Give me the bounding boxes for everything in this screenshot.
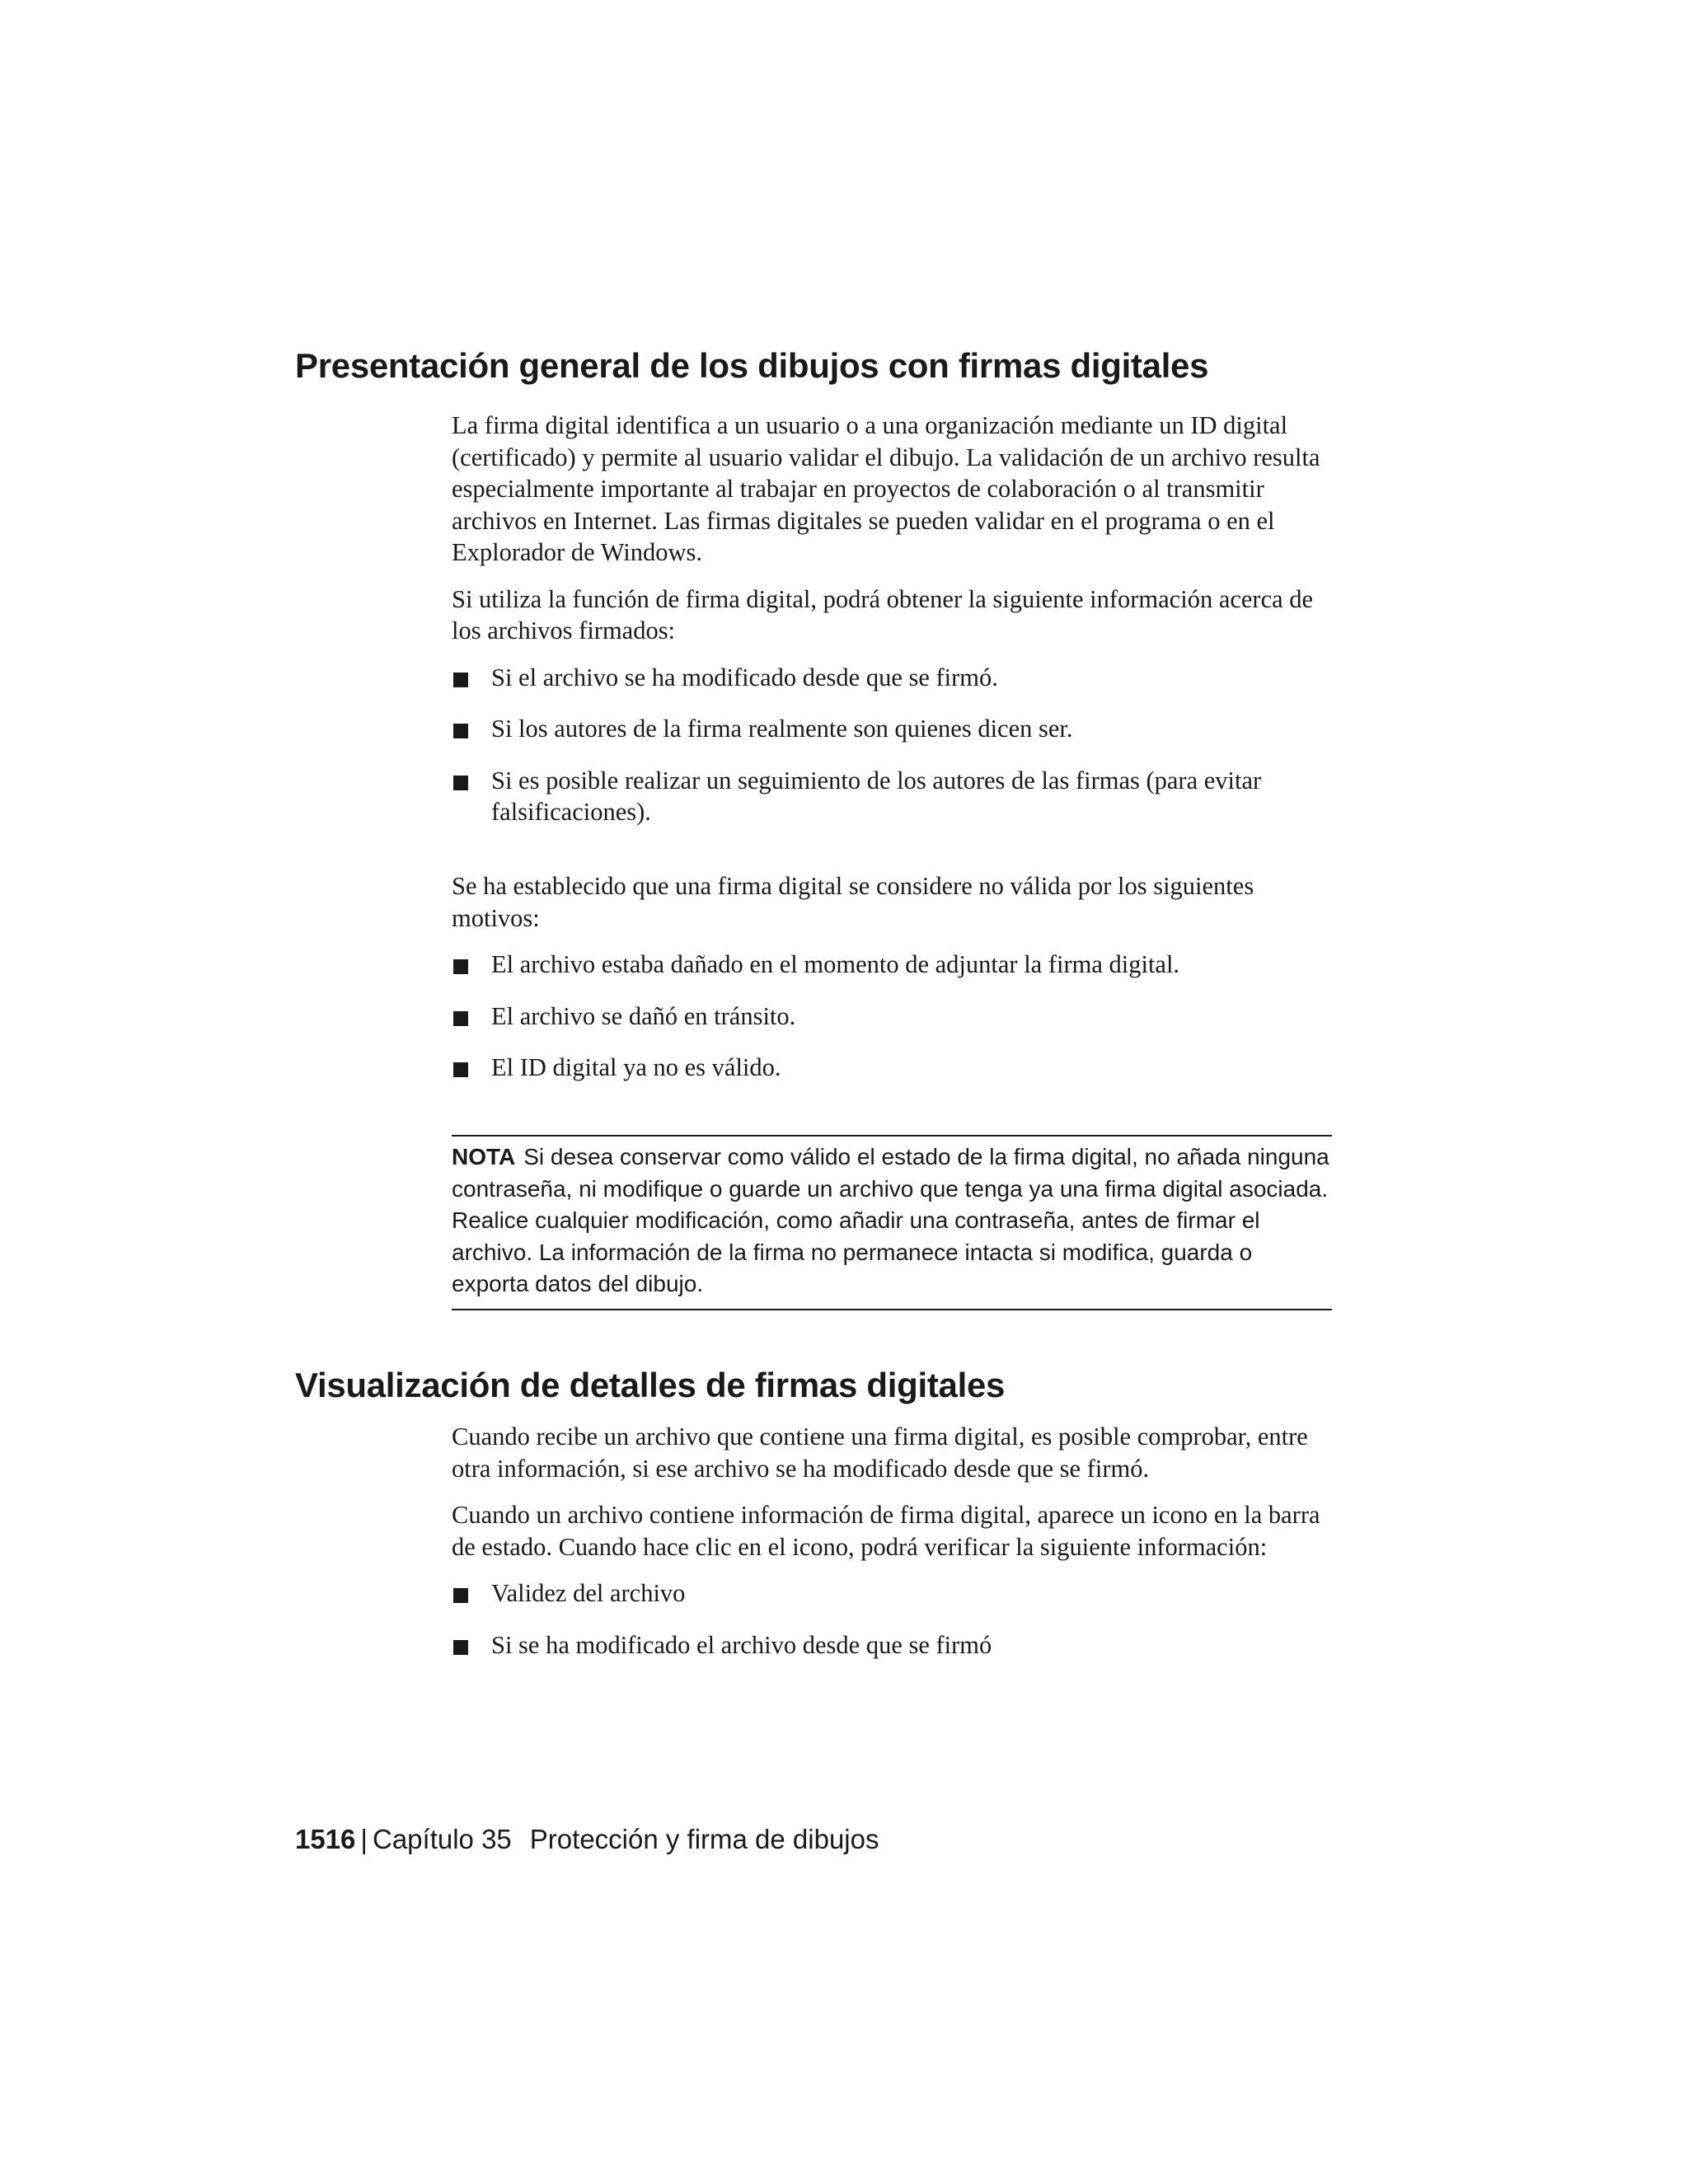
list-item: Si los autores de la firma realmente son quienes dicen ser. [452,713,1332,745]
footer-topic: Protección y firma de dibujos [529,1824,879,1854]
invalid-reasons-body [452,870,1332,1104]
bullet-square-icon [453,1062,468,1077]
note-box [452,1135,1332,1310]
info-bullet-list [452,662,1332,828]
list-item: Si se ha modificado el archivo desde que se firmó [452,1629,1332,1661]
invalid-bullet-list [452,949,1332,1084]
footer-separator: | [360,1824,368,1854]
bullet-square-icon [453,1640,468,1655]
overview-intro-paragraph: La firma digital identifica a un usuario o a una organización mediante un ID digital (certificado) y permite al usuario validar el dibujo. La validación de un archivo resulta especialmente importante al trabajar en proyectos de colaboración o al transmitir archivos en Internet. Las firmas digitales se pueden validar en el programa o en el Explorador de Windows. [452,411,1320,566]
details-bullet-list [452,1577,1332,1661]
section-heading-overview: Presentación general de los dibujos con firmas digitales [295,346,1209,385]
footer-chapter: Capítulo 35 [373,1824,512,1854]
bullet-square-icon [453,1588,468,1603]
invalid-lead-paragraph: Se ha establecido que una firma digital se considere no válida por los siguientes motivos: [452,872,1254,932]
section-overview-body [452,410,1332,848]
bullet-square-icon [453,776,468,790]
details-paragraph-1: Cuando recibe un archivo que contiene una firma digital, es posible comprobar, entre otra información, si ese archivo se ha modificado desde que se firmó. [452,1422,1308,1483]
list-item: El archivo estaba dañado en el momento de adjuntar la firma digital. [452,949,1332,981]
list-item: Si el archivo se ha modificado desde que se firmó. [452,662,1332,694]
bullet-square-icon [453,673,468,687]
list-item: El archivo se dañó en tránsito. [452,1001,1332,1033]
bullet-square-icon [453,1011,468,1026]
note-text: Si desea conservar como válido el estado de la firma digital, no añada ninguna contraseña, ni modifique o guarde un archivo que tenga ya una firma digital asociada. Realice cualquier modificación, como añadir una contraseña, antes de firmar el archivo. La información de la firma no permanece intacta si modifica, guarda o exporta datos del dibujo. [452,1144,1329,1296]
section-details-body [452,1421,1332,1680]
info-lead-paragraph: Si utiliza la función de firma digital, podrá obtener la siguiente información acerca de los archivos firmados: [452,584,1314,644]
list-item: Validez del archivo [452,1577,1332,1610]
bullet-square-icon [453,959,468,974]
page-number: 1516 [295,1824,356,1854]
section-heading-details: Visualización de detalles de firmas digitales [295,1366,1006,1404]
list-item: El ID digital ya no es válido. [452,1052,1332,1084]
page-footer [295,1821,879,1858]
details-paragraph-2: Cuando un archivo contiene información de firma digital, aparece un icono en la barra de estado. Cuando hace clic en el icono, podrá verificar la siguiente información: [452,1501,1320,1561]
bullet-square-icon [453,724,468,738]
note-label: NOTA [452,1144,516,1169]
list-item: Si es posible realizar un seguimiento de los autores de las firmas (para evitar falsificaciones). [452,765,1332,828]
